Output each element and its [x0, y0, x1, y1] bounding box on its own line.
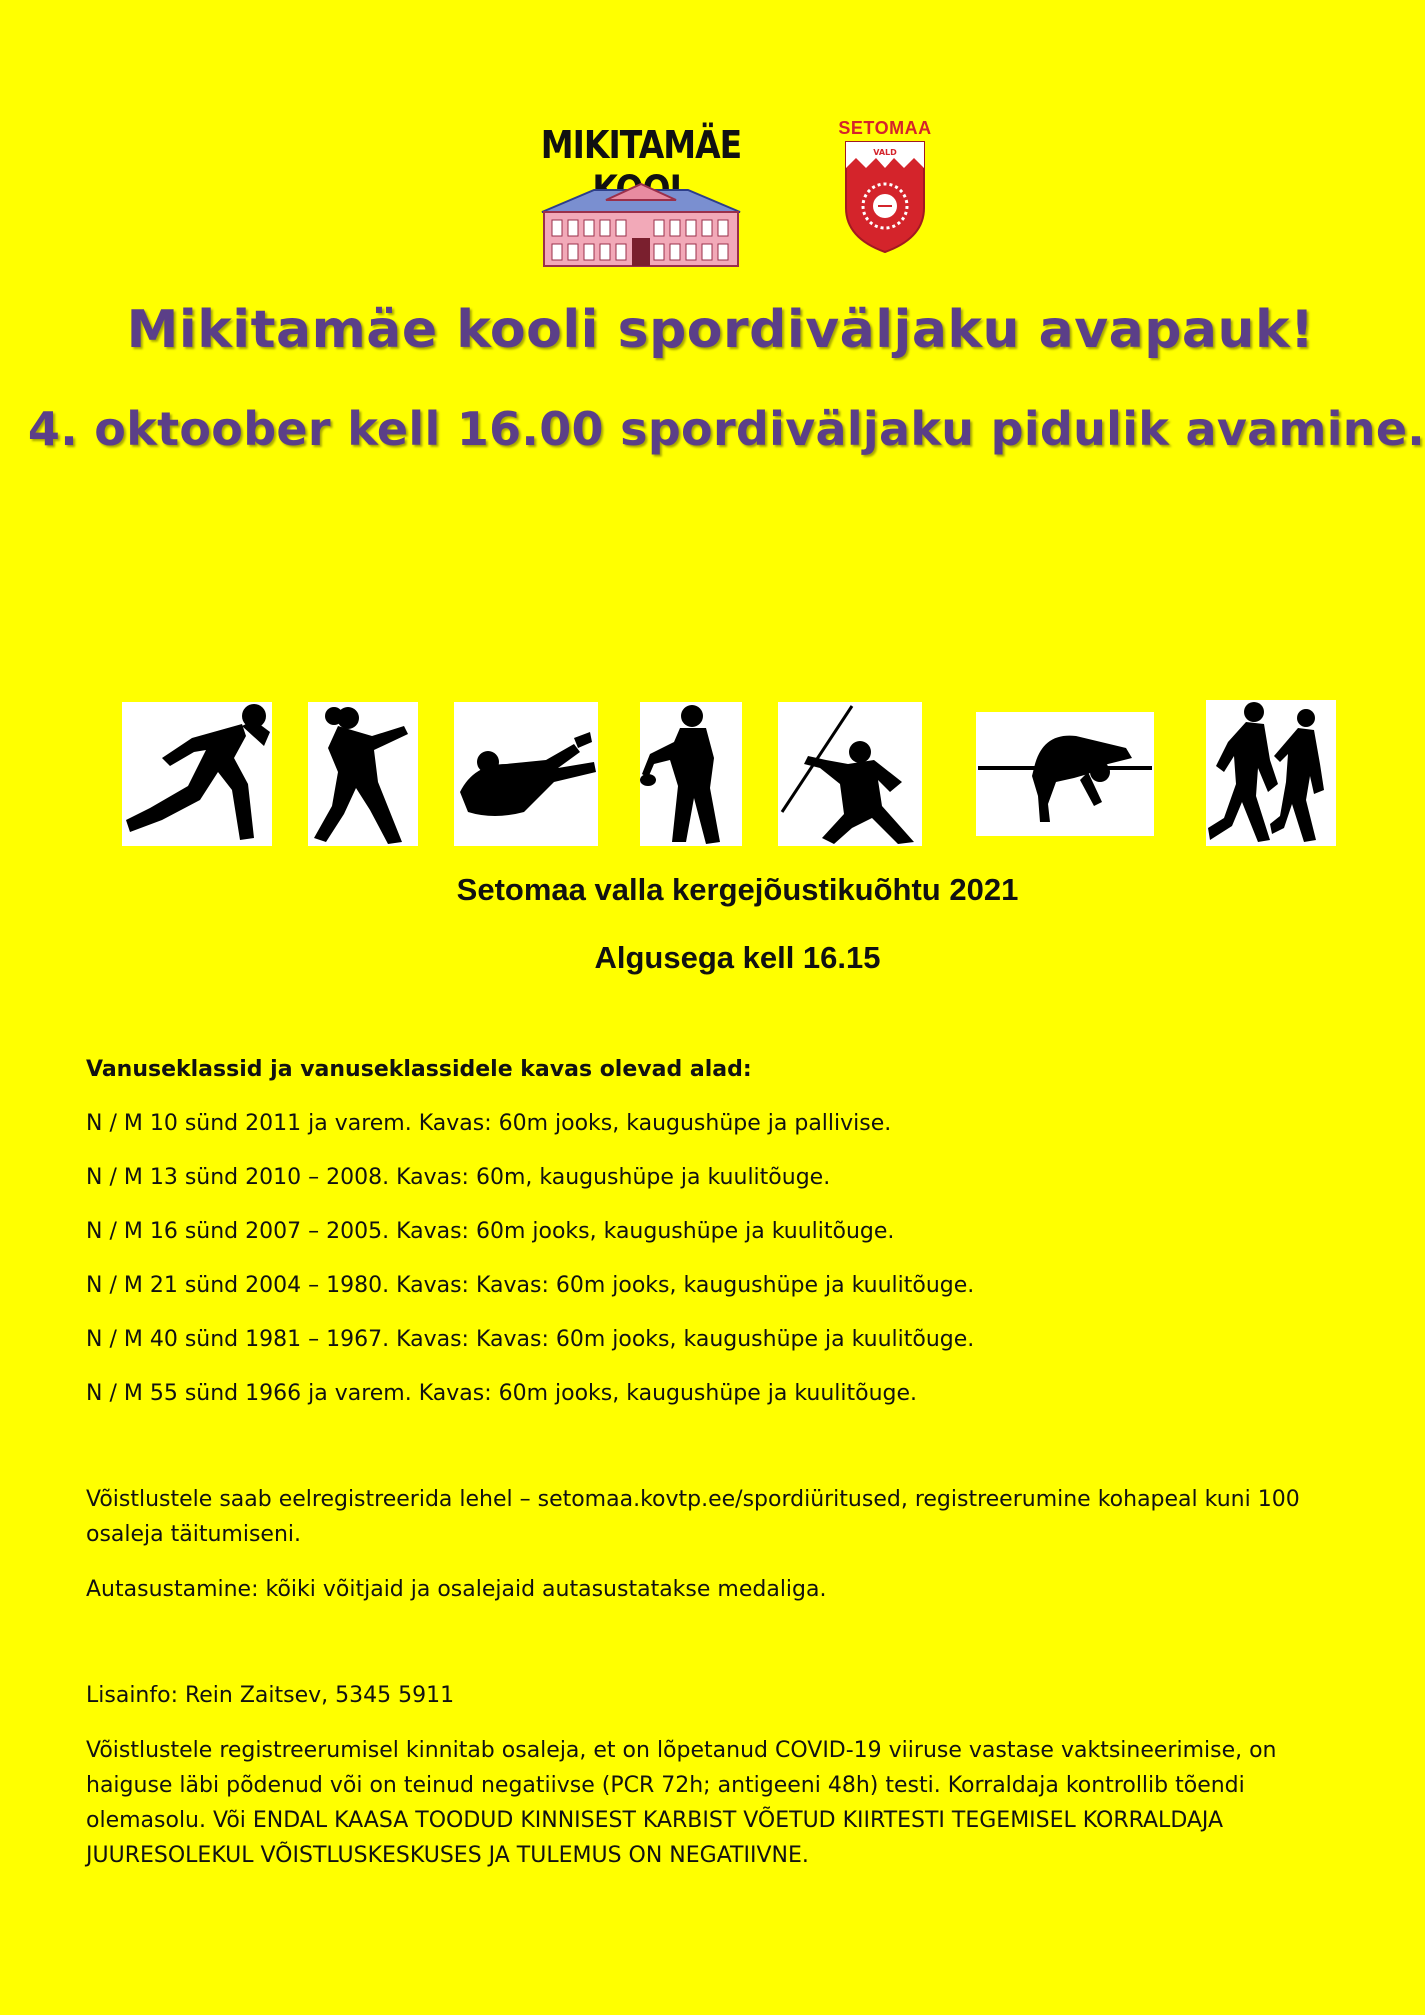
high-jump-icon — [976, 712, 1154, 836]
event-start-time: Algusega kell 16.15 — [594, 940, 881, 975]
age-class-item: N / M 10 sünd 2011 ja varem. Kavas: 60m jooks, kaugushüpe ja pallivise. — [86, 1111, 892, 1136]
age-class-item: N / M 13 sünd 2010 – 2008. Kavas: 60m, kaugushüpe ja kuulitõuge. — [86, 1165, 831, 1190]
municipality-logo-text: SETOMAA — [838, 118, 932, 138]
sprinter-icon — [122, 702, 272, 846]
covid-notice: Võistlustele registreerumisel kinnitab osaleja, et on lõpetanud COVID-19 viiruse vastase vaktsineerimise, on haiguse läbi põdenud või on teinud negatiivse (PCR 72h; antigeeni 48h) testi. Korraldaja kontrollib tõendi olemasolu. Või ENDAL KAASA TOODUD KINNISEST KARBIST VÕETUD KIIRTESTI TEGEMISEL KORRALDAJA JUURESOLEKUL VÕISTLUSKESKUSES JA TULEMUS ON NEGATIIVNE. — [86, 1738, 1277, 1868]
municipality-logo — [838, 118, 932, 258]
long-jump-icon — [454, 702, 598, 846]
school-logo — [528, 122, 754, 272]
page-title: Mikitamäe kooli spordiväljaku avapauk! — [126, 300, 1315, 360]
awards-info: Autasustamine: kõiki võitjaid ja osalejaid autasustatakse medaliga. — [86, 1577, 827, 1602]
shot-put-icon — [308, 702, 418, 846]
age-class-item: N / M 16 sünd 2007 – 2005. Kavas: 60m jooks, kaugushüpe ja kuulitõuge. — [86, 1219, 895, 1244]
discus-icon — [640, 702, 742, 846]
contact-info: Lisainfo: Rein Zaitsev, 5345 5911 — [86, 1683, 455, 1708]
age-classes-heading: Vanuseklassid ja vanuseklassidele kavas olevad alad: — [86, 1057, 752, 1082]
runners-icon — [1206, 700, 1336, 846]
age-class-item: N / M 55 sünd 1966 ja varem. Kavas: 60m jooks, kaugushüpe ja kuulitõuge. — [86, 1381, 918, 1406]
age-class-item: N / M 40 sünd 1981 – 1967. Kavas: Kavas: 60m jooks, kaugushüpe ja kuulitõuge. — [86, 1327, 975, 1352]
event-name: Setomaa valla kergejõustikuõhtu 2021 — [456, 872, 1019, 907]
age-classes-section — [86, 1052, 1366, 1411]
age-class-item: N / M 21 sünd 2004 – 1980. Kavas: Kavas: 60m jooks, kaugushüpe ja kuulitõuge. — [86, 1273, 975, 1298]
school-building-icon — [534, 182, 748, 268]
contact-section — [86, 1678, 1366, 1873]
coat-of-arms-icon — [844, 138, 926, 254]
registration-info: Võistlustele saab eelregistreerida lehel – setomaa.kovtp.ee/spordiüritused, registreerumine kohapeal kuni 100 osaleja täitumiseni. — [86, 1487, 1300, 1547]
page-subtitle: 4. oktoober kell 16.00 spordiväljaku pidulik avamine. — [27, 402, 1425, 456]
registration-section — [86, 1482, 1366, 1607]
school-logo-text: MIKITAMÄE — [540, 122, 742, 167]
municipality-logo-subtext: VALD — [873, 148, 897, 157]
javelin-icon — [778, 702, 922, 846]
sport-icons-row — [0, 700, 1425, 850]
